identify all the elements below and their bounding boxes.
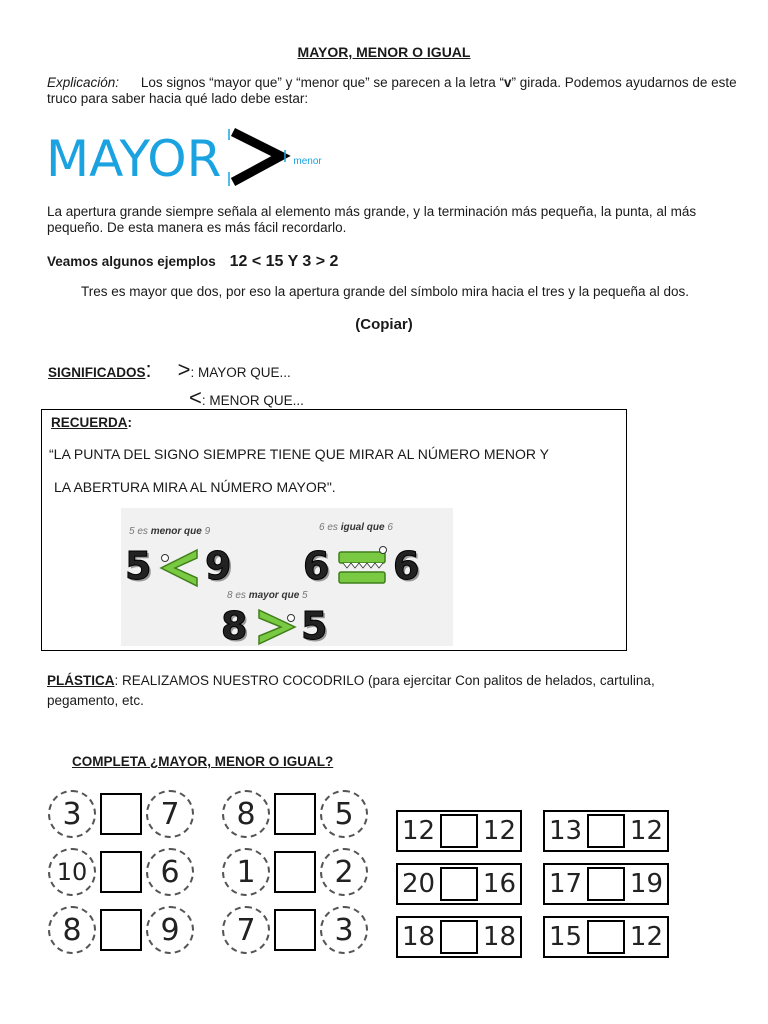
caption-menor-c: 9 xyxy=(201,526,211,537)
flower-exercises-col2 xyxy=(222,790,368,954)
flower-number: 8 xyxy=(222,790,270,838)
flower-number: 7 xyxy=(146,790,194,838)
number-box-row xyxy=(396,810,522,852)
recuerda-box xyxy=(41,409,627,651)
answer-box[interactable] xyxy=(440,920,478,954)
number-box-row xyxy=(396,916,522,958)
crocodile-less-than-icon xyxy=(157,548,201,588)
flower-row xyxy=(222,790,368,838)
box-number: 12 xyxy=(402,816,436,846)
flower-number: 3 xyxy=(320,906,368,954)
gt-meaning: : MAYOR QUE... xyxy=(190,365,291,380)
answer-box[interactable] xyxy=(587,867,625,901)
flower-row xyxy=(222,906,368,954)
caption-igual-a: 6 es xyxy=(319,522,341,533)
page-title: MAYOR, MENOR O IGUAL xyxy=(297,44,471,60)
flower-number: 3 xyxy=(48,790,96,838)
flower-number: 9 xyxy=(146,906,194,954)
number-box-row xyxy=(543,916,669,958)
flower-row xyxy=(48,906,194,954)
box-number: 19 xyxy=(629,869,663,899)
number-box-row xyxy=(543,810,669,852)
recuerda-line-1: “LA PUNTA DEL SIGNO SIEMPRE TIENE QUE MIRAR AL NÚMERO MENOR Y xyxy=(49,446,549,462)
recuerda-line-2: LA ABERTURA MIRA AL NÚMERO MAYOR". xyxy=(54,479,336,495)
caption-igual xyxy=(319,522,393,533)
answer-box[interactable] xyxy=(274,851,316,893)
menor-tag: menor xyxy=(293,155,322,167)
box-number: 20 xyxy=(402,869,436,899)
explanation-paragraph xyxy=(47,75,737,107)
examples-label: Veamos algunos ejemplos xyxy=(47,254,216,269)
caption-igual-c: 6 xyxy=(384,522,393,533)
box-exercises-col1 xyxy=(396,810,522,958)
caption-menor-a: 5 es xyxy=(129,526,151,537)
crocodile-greater-than-icon xyxy=(255,608,299,646)
croc-menor-right: 9 xyxy=(205,544,232,588)
significados-block xyxy=(48,357,304,411)
gt-symbol: > xyxy=(177,357,191,382)
number-box-row xyxy=(396,863,522,905)
flower-number: 8 xyxy=(48,906,96,954)
answer-box[interactable] xyxy=(587,814,625,848)
flower-number: 1 xyxy=(222,848,270,896)
tres-paragraph: Tres es mayor que dos, por eso la apertura grande del símbolo mira hacia el tres y la pequeña al dos. xyxy=(80,284,690,299)
flower-number: 5 xyxy=(320,790,368,838)
answer-box[interactable] xyxy=(100,793,142,835)
flower-number: 6 xyxy=(146,848,194,896)
croc-igual-left: 6 xyxy=(303,544,330,588)
flower-row xyxy=(48,790,194,838)
apertura-paragraph: La apertura grande siempre señala al elemento más grande, y la terminación más pequeña, la punta, al más pequeño. De esta manera es más fácil recordarlo. xyxy=(47,204,697,235)
crocodile-equal-icon xyxy=(335,544,391,590)
answer-box[interactable] xyxy=(274,793,316,835)
lt-meaning: : MENOR QUE... xyxy=(201,393,304,408)
answer-box[interactable] xyxy=(274,909,316,951)
answer-box[interactable] xyxy=(100,851,142,893)
mayor-word: MAYOR xyxy=(46,130,222,188)
croc-mayor-left: 8 xyxy=(221,604,248,648)
box-number: 12 xyxy=(629,816,663,846)
box-exercises-col2 xyxy=(543,810,669,958)
recuerda-title-text: RECUERDA xyxy=(51,415,128,430)
examples-line xyxy=(47,253,338,271)
completa-heading: COMPLETA ¿MAYOR, MENOR O IGUAL? xyxy=(72,754,334,769)
flower-number: 7 xyxy=(222,906,270,954)
box-number: 15 xyxy=(549,922,583,952)
flower-row xyxy=(48,848,194,896)
plastica-text: : REALIZAMOS NUESTRO COCODRILO (para ejercitar Con palitos de helados, cartulina, pegamento, etc. xyxy=(47,673,655,708)
box-number: 13 xyxy=(549,816,583,846)
caption-menor xyxy=(129,526,210,537)
recuerda-title xyxy=(51,415,132,430)
box-number: 12 xyxy=(629,922,663,952)
croc-menor-left: 5 xyxy=(125,544,152,588)
mayor-logo xyxy=(46,126,322,192)
caption-mayor-b: mayor que xyxy=(248,590,300,601)
box-number: 17 xyxy=(549,869,583,899)
significados-colon: : xyxy=(145,357,152,382)
explanation-text-b: ” girada. Podemos ayudarnos de este truco para saber hacia qué lado debe estar: xyxy=(47,75,737,106)
croc-mayor-right: 5 xyxy=(301,604,328,648)
answer-box[interactable] xyxy=(440,814,478,848)
croc-igual-right: 6 xyxy=(393,544,420,588)
plastica-paragraph xyxy=(47,671,727,711)
box-number: 18 xyxy=(482,922,516,952)
copiar-label: (Copiar) xyxy=(355,316,413,333)
flower-number: 2 xyxy=(320,848,368,896)
caption-mayor xyxy=(227,590,308,601)
crocodile-illustration xyxy=(121,508,453,646)
answer-box[interactable] xyxy=(100,909,142,951)
caption-menor-b: menor que xyxy=(150,526,202,537)
number-box-row xyxy=(543,863,669,905)
lt-symbol: < xyxy=(189,385,202,410)
answer-box[interactable] xyxy=(587,920,625,954)
recuerda-colon: : xyxy=(127,415,133,430)
caption-igual-b: igual que xyxy=(340,522,385,533)
significados-label: SIGNIFICADOS xyxy=(48,365,146,380)
flower-exercises-col1 xyxy=(48,790,194,954)
plastica-label: PLÁSTICA xyxy=(47,673,115,688)
examples-values: 12 < 15 Y 3 > 2 xyxy=(229,253,339,270)
caption-mayor-a: 8 es xyxy=(227,590,249,601)
box-number: 18 xyxy=(402,922,436,952)
explanation-label: Explicación: xyxy=(47,75,120,90)
greater-than-symbol-icon xyxy=(227,126,291,192)
caption-mayor-c: 5 xyxy=(299,590,308,601)
box-number: 12 xyxy=(482,816,516,846)
box-number: 16 xyxy=(482,869,516,899)
letter-v: v xyxy=(503,75,512,90)
answer-box[interactable] xyxy=(440,867,478,901)
flower-number: 10 xyxy=(48,848,96,896)
explanation-text-a: Los signos “mayor que” y “menor que” se parecen a la letra “ xyxy=(140,75,504,90)
flower-row xyxy=(222,848,368,896)
